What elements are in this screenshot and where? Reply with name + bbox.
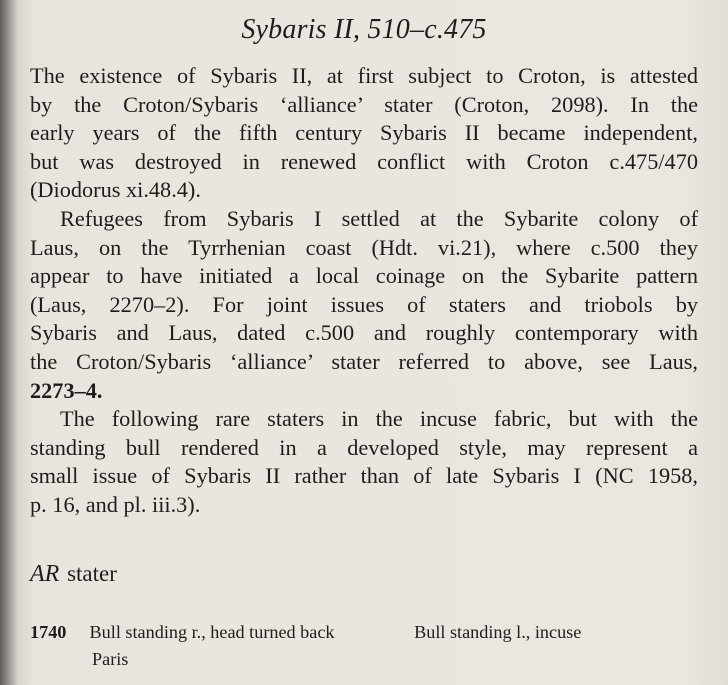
reverse-description: Bull standing l., incuse [414, 622, 582, 642]
text-line: small issue of Sybaris II rather than of late Sybaris I (NC 1958, [30, 463, 698, 489]
text-line: (Laus, 2270–2). For joint issues of staters and triobols by [30, 291, 698, 317]
text-line: 2273–4. [30, 377, 103, 403]
text-line: Refugees from Sybaris I settled at the Sybarite colony of [60, 205, 698, 231]
page-gutter-shadow [0, 0, 18, 685]
text-line: appear to have initiated a local coinage on the Sybarite pattern [30, 263, 698, 289]
text-line: the Croton/Sybaris ‘alliance’ stater referred to above, see Laus, [30, 348, 698, 374]
catalog-entry [30, 620, 680, 671]
text-line: Sybaris and Laus, dated c.500 and roughly contemporary with [30, 320, 698, 346]
text-line: but was destroyed in renewed conflict with Croton c.475/470 [30, 148, 698, 174]
text-line: p. 16, and pl. iii.3). [30, 491, 201, 517]
text-line: by the Croton/Sybaris ‘alliance’ stater (Croton, 2098). In the [30, 91, 698, 117]
paragraph-2 [30, 205, 698, 405]
text-line: early years of the fifth century Sybaris II became independent, [30, 120, 698, 146]
page-title: Sybaris II, 510–c.475 [241, 14, 487, 45]
text-line: The existence of Sybaris II, at first subject to Croton, is attested [30, 63, 698, 88]
section-label: stater [67, 561, 117, 586]
text-line: standing bull rendered in a developed style, may represent a [30, 434, 698, 460]
text-line: (Diodorus xi.48.4). [30, 177, 201, 203]
text-line: Laus, on the Tyrrhenian coast (Hdt. vi.21), where c.500 they [30, 234, 698, 260]
section-heading [30, 561, 117, 588]
text-line: The following rare staters in the incuse fabric, but with the [60, 406, 698, 432]
body-text [30, 62, 698, 520]
paragraph-1 [30, 62, 698, 205]
catalog-number: 1740 [30, 622, 67, 642]
collection-name: Paris [92, 649, 129, 669]
obverse-description: Bull standing r., head turned back [89, 622, 335, 642]
silver-symbol: AR [30, 561, 60, 587]
paragraph-3 [30, 405, 698, 519]
